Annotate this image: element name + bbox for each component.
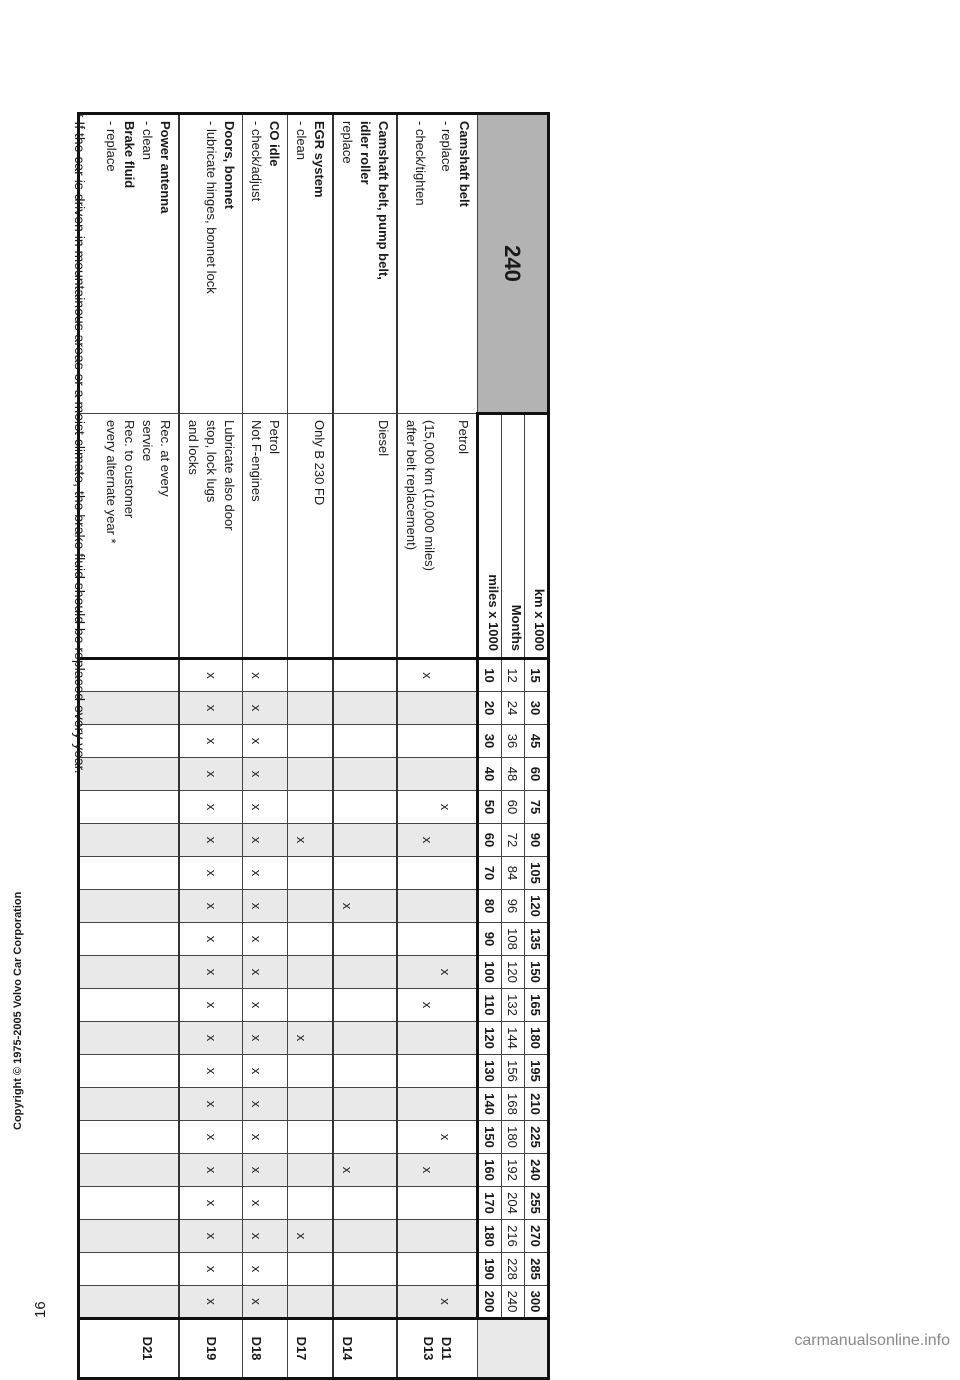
item-title: Power antenna — [158, 121, 173, 214]
item-cell — [333, 114, 397, 414]
copyright-notice: Copyright © 1975-2005 Volvo Car Corporation — [12, 891, 24, 1130]
item-action: replace — [340, 121, 355, 164]
months-value: 216 — [502, 1220, 525, 1253]
miles-value: 60 — [478, 824, 502, 857]
km-value: 45 — [525, 725, 549, 758]
note-line: Diesel — [376, 420, 391, 457]
reference-code: D18 — [249, 1336, 264, 1361]
km-value: 150 — [525, 956, 549, 989]
months-label: Months — [502, 414, 525, 659]
row-co-idle: CO idle - check/adjust Petrol Not F-engines x x x x x x x x x x x x x x x x x x x x D18 — [243, 114, 288, 1379]
km-value: 135 — [525, 923, 549, 956]
item-action: - check/tighten — [413, 121, 428, 206]
row-camshaft-pump-belt: Camshaft belt, pump belt, idler roller replace Diesel x x D14 — [333, 114, 397, 1379]
maintenance-schedule-sheet — [50, 112, 550, 1361]
miles-value: 150 — [478, 1121, 502, 1154]
item-action: - lubricate hinges, bonnet lock — [204, 121, 219, 294]
miles-value: 20 — [478, 692, 502, 725]
watermark: carmanualsonline.info — [794, 1332, 950, 1349]
note-line: Only B 230 FD — [312, 420, 327, 506]
km-value: 30 — [525, 692, 549, 725]
km-value: 285 — [525, 1253, 549, 1286]
reference-cell — [397, 1319, 478, 1379]
item-title: Brake fluid — [122, 121, 137, 189]
miles-value: 130 — [478, 1055, 502, 1088]
km-value: 165 — [525, 989, 549, 1022]
km-value: 105 — [525, 857, 549, 890]
reference-header — [478, 1319, 549, 1379]
miles-value: 10 — [478, 659, 502, 692]
miles-value: 80 — [478, 890, 502, 923]
months-value: 96 — [502, 890, 525, 923]
months-value: 204 — [502, 1187, 525, 1220]
months-value: 60 — [502, 791, 525, 824]
miles-value: 70 — [478, 857, 502, 890]
miles-value: 170 — [478, 1187, 502, 1220]
months-value: 72 — [502, 824, 525, 857]
months-value: 24 — [502, 692, 525, 725]
months-value: 84 — [502, 857, 525, 890]
miles-value: 90 — [478, 923, 502, 956]
km-value: 210 — [525, 1088, 549, 1121]
item-title: idler roller — [358, 121, 373, 185]
miles-value: 110 — [478, 989, 502, 1022]
reference-cell — [243, 1319, 288, 1379]
months-value: 120 — [502, 956, 525, 989]
item-action: - clean — [140, 121, 155, 161]
reference-cell — [333, 1319, 397, 1379]
maintenance-schedule-table — [77, 112, 550, 1380]
miles-value: 140 — [478, 1088, 502, 1121]
km-value: 240 — [525, 1154, 549, 1187]
months-value: 168 — [502, 1088, 525, 1121]
reference-code: D21 — [140, 1336, 155, 1361]
note-cell — [79, 414, 180, 659]
months-value: 12 — [502, 659, 525, 692]
item-action: - replace — [439, 121, 454, 172]
note-line: Rec. to customer — [122, 420, 137, 519]
months-value: 228 — [502, 1253, 525, 1286]
footnote: * If the car is driven in mountainous areas or a moist climate, the brake fluid should be replaced every year. — [72, 112, 88, 774]
reference-code: D11 — [439, 1336, 454, 1361]
months-value: 180 — [502, 1121, 525, 1154]
note-line: Petrol — [267, 420, 282, 454]
km-label: km x 1000 — [525, 414, 549, 659]
note-cell — [333, 414, 397, 659]
item-action: - replace — [104, 121, 119, 172]
item-action: - clean — [294, 121, 309, 161]
note-cell — [288, 414, 334, 659]
note-line: (15,000 km (10,000 miles) — [422, 420, 437, 572]
item-title: Camshaft belt, pump belt, — [376, 121, 391, 280]
reference-cell — [79, 1319, 180, 1379]
months-value: 144 — [502, 1022, 525, 1055]
row-camshaft-belt: Camshaft belt - replace - check/tighten Petrol (15,000 km (10,000 miles) after belt replacement) x x x x x x x x D11 D13 — [397, 114, 478, 1379]
miles-label: miles x 1000 — [478, 414, 502, 659]
item-title: CO idle — [267, 121, 282, 167]
km-value: 60 — [525, 758, 549, 791]
months-value: 156 — [502, 1055, 525, 1088]
note-cell — [243, 414, 288, 659]
item-title: EGR system — [312, 121, 327, 198]
item-title: Camshaft belt — [457, 121, 472, 207]
months-value: 36 — [502, 725, 525, 758]
note-line: every alternate year * — [104, 420, 119, 544]
note-line: and locks — [186, 420, 201, 475]
km-value: 15 — [525, 659, 549, 692]
item-title: Doors, bonnet — [222, 121, 237, 210]
reference-code: D17 — [294, 1336, 309, 1361]
miles-value: 190 — [478, 1253, 502, 1286]
km-value: 195 — [525, 1055, 549, 1088]
months-value: 240 — [502, 1286, 525, 1319]
row-antenna-brake-fluid — [79, 114, 180, 1379]
item-cell — [397, 114, 478, 414]
item-cell — [288, 114, 334, 414]
months-value: 48 — [502, 758, 525, 791]
note-line: after belt replacement) — [404, 420, 419, 551]
km-value: 300 — [525, 1286, 549, 1319]
months-value: 192 — [502, 1154, 525, 1187]
miles-value: 160 — [478, 1154, 502, 1187]
note-line: Rec. at every — [158, 420, 173, 497]
item-cell — [179, 114, 243, 414]
miles-value: 30 — [478, 725, 502, 758]
page-number: 16 — [32, 1301, 49, 1318]
row-doors-bonnet: Doors, bonnet - lubricate hinges, bonnet lock Lubricate also door stop, lock lugs and locks x x x x x x x x x x x x x x x x x x x x D19 — [179, 114, 243, 1379]
km-value: 255 — [525, 1187, 549, 1220]
miles-value: 40 — [478, 758, 502, 791]
note-line: Lubricate also door — [222, 420, 237, 531]
km-value: 180 — [525, 1022, 549, 1055]
item-cell — [243, 114, 288, 414]
reference-code: D14 — [340, 1336, 355, 1361]
note-cell — [397, 414, 478, 659]
km-value: 270 — [525, 1220, 549, 1253]
header-row-km — [525, 114, 549, 1379]
note-line: Petrol — [456, 420, 471, 454]
model-label: 240 — [478, 114, 549, 414]
note-line: service — [140, 420, 155, 462]
miles-value: 120 — [478, 1022, 502, 1055]
km-value: 90 — [525, 824, 549, 857]
km-value: 120 — [525, 890, 549, 923]
note-cell — [179, 414, 243, 659]
reference-code: D13 — [421, 1336, 436, 1361]
note-line: stop, lock lugs — [204, 420, 219, 503]
km-value: 75 — [525, 791, 549, 824]
miles-value: 50 — [478, 791, 502, 824]
reference-code: D19 — [204, 1336, 219, 1361]
item-cell — [79, 114, 180, 414]
km-value: 225 — [525, 1121, 549, 1154]
miles-value: 100 — [478, 956, 502, 989]
item-action: - check/adjust — [249, 121, 264, 202]
months-value: 108 — [502, 923, 525, 956]
reference-cell — [288, 1319, 334, 1379]
reference-cell — [179, 1319, 243, 1379]
miles-value: 180 — [478, 1220, 502, 1253]
note-line: Not F-engines — [249, 420, 264, 502]
row-egr-system: EGR system - clean Only B 230 FD x x x D17 — [288, 114, 334, 1379]
miles-value: 200 — [478, 1286, 502, 1319]
months-value: 132 — [502, 989, 525, 1022]
